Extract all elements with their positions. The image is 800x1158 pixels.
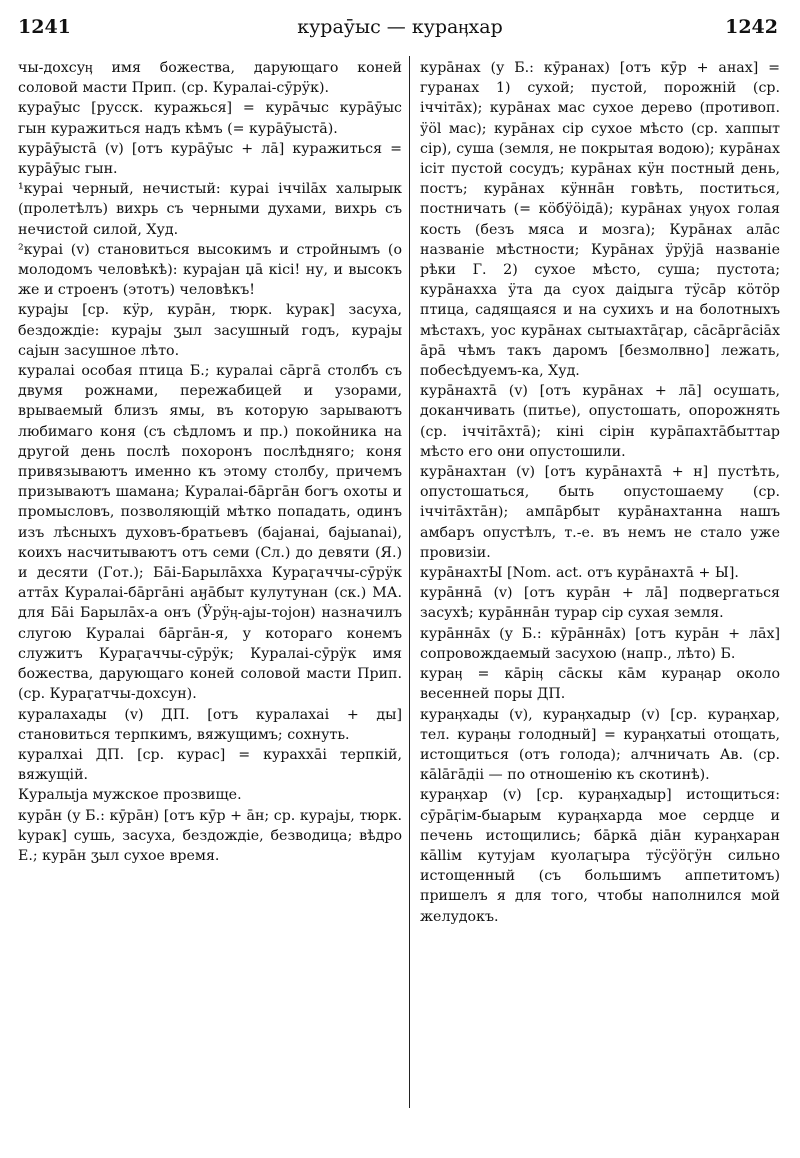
entry-kuradysta: курāӯыстā (v) [отъ курāӯыс + лā] куражиться = курāӯыс гын.	[18, 140, 402, 178]
entry-kuranna: курāннā (v) [отъ курāн + лā] подвергаться засухѣ; курāннāн турар сір сухая земля.	[420, 585, 780, 622]
entry-kuran: курāн (у Б.: кӯрāн) [отъ кӯр + āн; ср. кураjы, тюрк. kурак] сушь, засуха, бездождіе, безводица; вѣдро Е.; курāн ӡыл сухое время.	[18, 807, 402, 864]
running-title: кураӯыс — кураӊхар	[297, 16, 503, 38]
entry-kuralkhai: куралхаі ДП. [ср. курас] = курахха̄і терпкій, вяжущій.	[18, 746, 402, 784]
entry-kuranakhty: курāнахтЫ [Nom. act. отъ курāнахтā + Ы].	[420, 565, 739, 582]
entry-kuranakhtan: курāнахтан (v) [отъ курāнахтā + н] пустѣть, опустошаться, быть опустошаему (ср. іччітāхтāн); ампāрбыт курāнахтанна нашъ амбаръ опустѣлъ, т.-е. въ немъ не стало уже провизіи.	[420, 464, 780, 561]
page-header	[0, 14, 800, 44]
entry-kuralakhady: куралахады (v) ДП. [отъ куралахаі + ды] становиться терпкимъ, вяжущимъ; сохнуть.	[18, 706, 402, 743]
entry-kuranghady: кураӊхады (v), кураӊхадыр (v) [ср. кураӊхар, тел. кураӊы голодный] = кураӊхатыі отощать, истощиться (отъ голода); алчничать Ав. (ср. кālāгāдіі — по отношенію къ скотинѣ).	[420, 706, 780, 784]
entry-kuradys: кураӯыс [русск. куражься] = курāчыс курāӯыс гын куражиться надъ кѣмъ (= курāӯыстā).	[18, 100, 402, 137]
entry-kuralyja: Куралыjа мужское прозвище.	[18, 787, 242, 804]
entry-kuranghar: кураӊхар (v) [ср. кураӊхадыр] истощиться: сӯрāӷім-быарым кураӊхарда мое сердце и печень истощились; бāркā діāн кураӊхаран кāllім кутуjам куолаӷыра тӱсӱöӷӱн сильно истощенный (съ большимъ аппетитомъ) пришелъ я для того, чтобы наполнился мой желудокъ.	[420, 787, 780, 925]
entry-kuran-2: кураӊ = кāріӊ сāскы кāм кураӊар около весенней поры ДП.	[420, 666, 780, 703]
entry-kurai-1: ¹кураі черный, нечистый: кураі іччіlāх халырык (пролетѣлъ) вихрь съ черными духами, вихрь съ нечистой силой, Худ.	[18, 181, 402, 238]
page-number-left: 1241	[18, 16, 71, 38]
entry-kurannakh: курāннāх (у Б.: кӯрāннāх) [отъ курāн + лāх] сопровождаемый засухою (напр., лѣто) Б.	[420, 625, 780, 662]
page-number-right: 1242	[725, 16, 778, 38]
entry-kuranakhta: курāнахтā (v) [отъ курāнах + лā] осушать, доканчивать (питье), опустошать, опорожнять (ср. іччітāхтā); кіні сірін курāпахтāбыттар мѣсто его они опустошили.	[420, 383, 780, 460]
column-divider	[409, 56, 410, 1108]
right-column	[420, 58, 780, 927]
entry-kurajy: кураjы [ср. кӱр, курāн, тюрк. kурак] засуха, бездождіе: кураjы ӡыл засушный годъ, кураjы саjын засушное лѣто.	[18, 302, 402, 359]
entry-chy-doksun: чы-дохсуӊ имя божества, дарующаго коней соловой масти Прип. (ср. Куралаі-сӯрӱк).	[18, 60, 402, 97]
entry-kurai-2: ²кураі (v) становиться высокимъ и стройнымъ (о молодомъ человѣкѣ): кураjан џā кісі! ну, и высокъ же и строенъ (этотъ) человѣкъ!	[18, 241, 402, 299]
entry-kuralai: куралаі особая птица Б.; куралаі сāргā столбъ съ двумя рожнами, пережабицей и узорами, врываемый близъ ямы, въ которую зарываютъ любимаго коня (съ сѣдломъ и пр.) покойника на другой день послѣ похоронъ послѣдняго; коня привязываютъ именно къ этому столбу, причемъ призываютъ шамана; Куралаі-бāргāн богъ охоты и промысловъ, позволяющій мѣтко попадать, одинъ изъ лѣсныхъ духовъ-братьевъ (баjанаі, баjыаnаі), коихъ насчитываютъ отъ семи (Сл.) до девяти (Я.) и десяти (Гот.); Бāі-Барылāхха Кураӷаччы-сӯрӱк аттāх Куралаі-бāргāні аӈāбыт кулутунан (ск.) МА. для Бāі Барылāх-а онъ (Ӱрӱӊ-аjы-тоjон) назначилъ слугою Куралаі бāргāн-я, у котораго конемъ служитъ Кураӷаччы-сӯрӱк; Куралаі-сӯрӱк имя божества, дарующаго коней соловой масти Прип. (ср. Кураӷатчы-дохсун).	[18, 363, 402, 703]
entry-kuranakh: курāнах (у Б.: кӯранах) [отъ кӯр + анах] = гуранах 1) сухой; пустой, порожній (ср. іччітāх); курāнах мас сухое дерево (противоп. ӱöl мас); курāнах сір сухое мѣсто (ср. хаппыт сір), суша (земля, не покрытая водою); курāнах ісіт пустой сосудъ; курāнах кӱн постный день, постъ; курāнах кӱннāн говѣть, поститься, постничать (= кöбӱöіда̄); курāнах уӊуох голая кость (безъ мяса и мозга); Курāнах алāс названіе мѣстности; Курāнах ӱрӱjā названіе рѣки Г. 2) сухое мѣсто, суша; пустота; курāнахха ӱта да суох даідыга тӱсāр кöтöр птица, садящаяся и на сухихъ и на болотныхъ мѣстахъ, уос курāнах сытыахтāӷар, сāсāргāсіāх āрā чѣмъ такъ даромъ [безмолвно] лежать, побесѣдуемъ-ка, Худ.	[420, 60, 780, 380]
left-column	[18, 58, 402, 866]
